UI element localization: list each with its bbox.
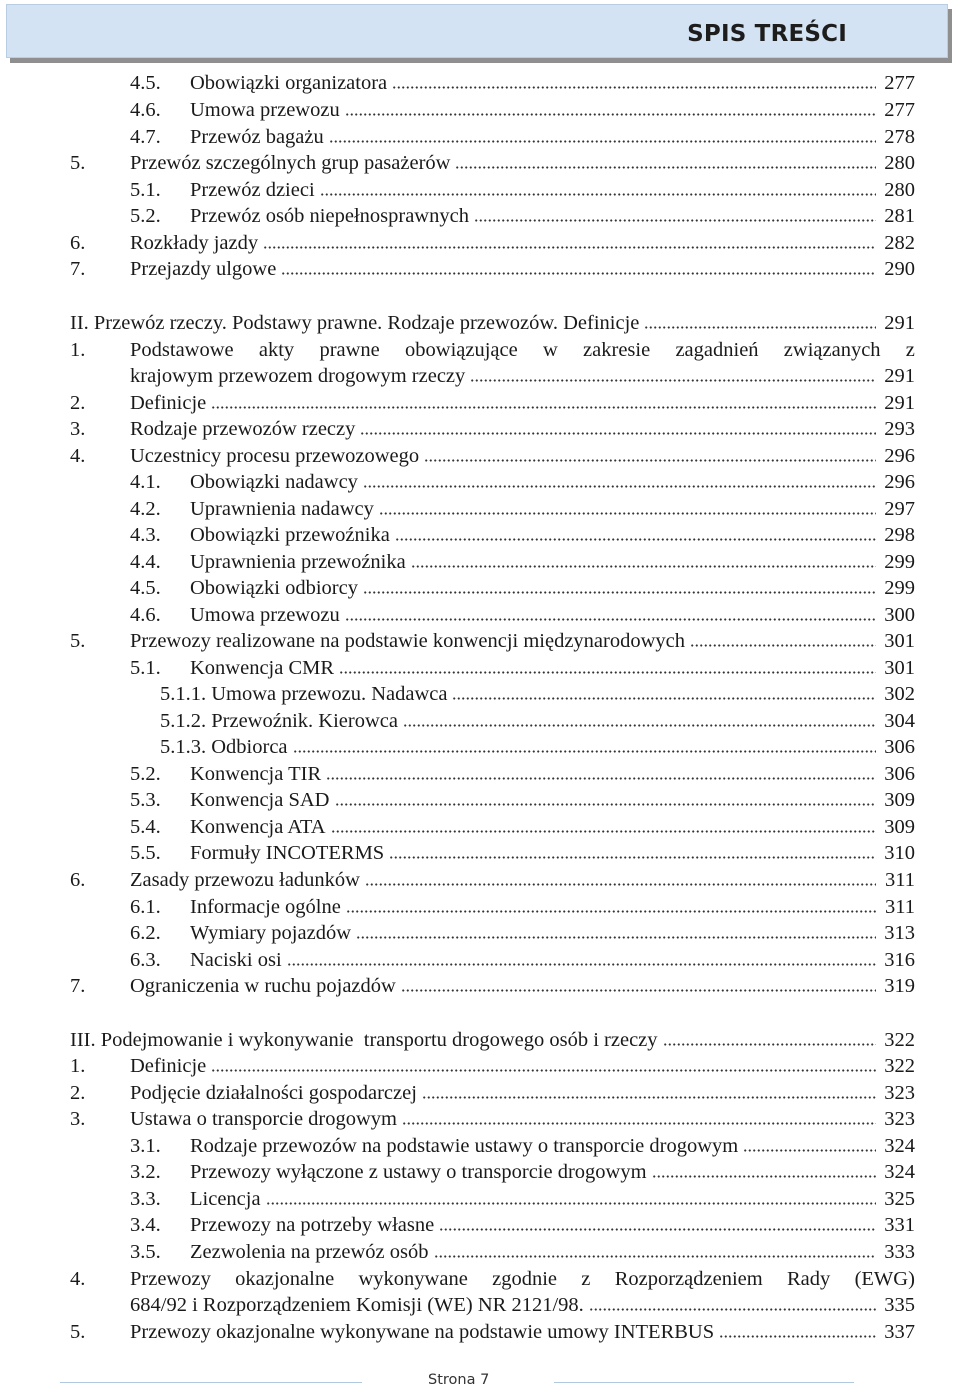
toc-entry[interactable] [70, 310, 915, 336]
toc-entry-page-number: 324 [884, 1135, 915, 1157]
toc-entry[interactable] [130, 496, 915, 522]
toc-entry[interactable] [70, 1027, 915, 1053]
toc-entry-title: Obowiązki organizatora [190, 72, 388, 94]
toc-entry[interactable] [70, 150, 915, 176]
toc-entry-title: Przewóz osób niepełnosprawnych [190, 205, 469, 227]
toc-entry-title: Przewóz szczególnych grup pasażerów [130, 152, 451, 174]
toc-entry[interactable] [130, 549, 915, 575]
toc-entry-page-number: 310 [884, 842, 915, 864]
toc-entry-page-number: 296 [884, 471, 915, 493]
toc-entry[interactable] [130, 1133, 915, 1159]
toc-entry[interactable] [130, 363, 915, 389]
toc-entry-title: Umowa przewozu [190, 99, 340, 121]
page-footer [0, 1362, 960, 1392]
toc-word: (EWG) [854, 1268, 915, 1290]
toc-entry-title-line[interactable] [130, 1266, 915, 1292]
toc-entry-title: 684/92 i Rozporządzeniem Komisji (WE) NR 2121/98. [130, 1294, 584, 1316]
toc-entry-title: II. Przewóz rzeczy. Podstawy prawne. Rodzaje przewozów. Definicje [70, 312, 640, 334]
toc-entry-page-number: 299 [884, 551, 915, 573]
toc-entry-title: Przewozy na potrzeby własne [190, 1214, 435, 1236]
toc-entry-title: Obowiązki odbiorcy [190, 577, 358, 599]
dot-leader [281, 272, 876, 275]
toc-entry-number: 3. [70, 418, 86, 440]
toc-entry-number: 7. [70, 258, 86, 280]
page-number-label: Strona 7 [428, 1372, 490, 1388]
toc-entry-number: 1. [70, 339, 86, 361]
toc-entry-number: 5.4. [130, 816, 161, 838]
toc-entry-title: 5.1.2. Przewoźnik. Kierowca [160, 710, 398, 732]
dot-leader [424, 459, 876, 462]
toc-word: Rady [786, 1268, 831, 1290]
toc-entry-page-number: 333 [884, 1241, 915, 1263]
toc-entry-title: krajowym przewozem drogowym rzeczy [130, 365, 466, 387]
dot-leader [345, 618, 876, 621]
dot-leader [211, 406, 876, 409]
toc-entry-number: 5.1. [130, 179, 161, 201]
dot-leader [293, 750, 876, 753]
toc-entry-title: Uprawnienia nadawcy [190, 498, 374, 520]
toc-entry[interactable] [70, 416, 915, 442]
toc-entry-page-number: 335 [884, 1294, 915, 1316]
toc-entry-number: 5.3. [130, 789, 161, 811]
toc-entry-page-number: 278 [884, 126, 915, 148]
toc-entry-number: 6.2. [130, 922, 161, 944]
toc-entry-page-number: 299 [884, 577, 915, 599]
toc-entry-page-number: 325 [884, 1188, 915, 1210]
toc-entry-page-number: 280 [884, 179, 915, 201]
dot-leader [346, 910, 876, 913]
toc-entry[interactable] [130, 602, 915, 628]
toc-entry-title: Zezwolenia na przewóz osób [190, 1241, 429, 1263]
toc-entry[interactable] [70, 1080, 915, 1106]
toc-entry-title: Ustawa o transporcie drogowym [130, 1108, 398, 1130]
toc-entry-page-number: 301 [884, 630, 915, 652]
toc-entry-title: Zasady przewozu ładunków [130, 869, 360, 891]
toc-entry-title: Uczestnicy procesu przewozowego [130, 445, 420, 467]
dot-leader [452, 697, 876, 700]
toc-entry-title: Rozkłady jazdy [130, 232, 259, 254]
toc-entry-number: 2. [70, 1082, 86, 1104]
toc-entry-title-line[interactable] [130, 337, 915, 363]
toc-entry[interactable] [70, 256, 915, 282]
toc-word: w [542, 339, 558, 361]
toc-entry-number: 6. [70, 232, 86, 254]
toc-entry-number: 1. [70, 1055, 86, 1077]
toc-entry-number: 4.7. [130, 126, 161, 148]
toc-entry-number: 5.2. [130, 205, 161, 227]
toc-entry-page-number: 290 [884, 258, 915, 280]
toc-entry[interactable] [130, 177, 915, 203]
toc-entry-number: 4.5. [130, 577, 161, 599]
toc-word: okazjonalne [235, 1268, 335, 1290]
toc-entry-number: 5.2. [130, 763, 161, 785]
toc-entry-page-number: 306 [884, 763, 915, 785]
toc-entry-page-number: 296 [884, 445, 915, 467]
dot-leader [331, 830, 876, 833]
toc-entry-title: III. Podejmowanie i wykonywanie transportu drogowego osób i rzeczy [70, 1029, 658, 1051]
toc-entry[interactable] [130, 814, 915, 840]
toc-entry[interactable] [130, 1186, 915, 1212]
toc-word: związanych [783, 339, 881, 361]
toc-entry-page-number: 337 [884, 1321, 915, 1343]
toc-entry[interactable] [160, 734, 915, 760]
toc-entry[interactable] [70, 973, 915, 999]
dot-leader [360, 432, 876, 435]
toc-entry-page-number: 293 [884, 418, 915, 440]
toc-entry-page-number: 319 [884, 975, 915, 997]
toc-entry-title: Wymiary pojazdów [190, 922, 352, 944]
toc-entry-title: Licencja [190, 1188, 261, 1210]
toc-entry[interactable] [130, 1292, 915, 1318]
toc-entry-number: 4.5. [130, 72, 161, 94]
toc-entry-number: 3.5. [130, 1241, 161, 1263]
toc-entry-number: 4.3. [130, 524, 161, 546]
toc-entry-title: Przewóz bagażu [190, 126, 324, 148]
toc-entry-number: 4.2. [130, 498, 161, 520]
toc-entry-page-number: 313 [884, 922, 915, 944]
dot-leader [439, 1228, 876, 1231]
dot-leader [356, 936, 876, 939]
dot-leader [379, 512, 876, 515]
dot-leader [470, 379, 876, 382]
dot-leader [266, 1202, 876, 1205]
toc-entry-title: Ograniczenia w ruchu pojazdów [130, 975, 396, 997]
toc-entry[interactable] [70, 1106, 915, 1132]
toc-entry-number: 2. [70, 392, 86, 414]
toc-entry-page-number: 298 [884, 524, 915, 546]
toc-word: prawne [319, 339, 380, 361]
toc-entry-page-number: 291 [884, 392, 915, 414]
toc-entry-title: Podjęcie działalności gospodarczej [130, 1082, 417, 1104]
toc-entry-page-number: 291 [884, 312, 915, 334]
toc-entry[interactable] [130, 70, 915, 96]
toc-entry-title: Uprawnienia przewoźnika [190, 551, 406, 573]
dot-leader [743, 1149, 876, 1152]
dot-leader [401, 989, 876, 992]
dot-leader [363, 591, 876, 594]
toc-entry-page-number: 309 [884, 789, 915, 811]
dot-leader [411, 565, 876, 568]
dot-leader [719, 1335, 876, 1338]
toc-entry-title: Konwencja SAD [190, 789, 330, 811]
dot-leader [402, 1122, 876, 1125]
toc-entry-title: 5.1.3. Odbiorca [160, 736, 288, 758]
toc-entry-page-number: 331 [884, 1214, 915, 1236]
toc-word: zgodnie [492, 1268, 557, 1290]
toc-entry-page-number: 280 [884, 152, 915, 174]
dot-leader [320, 193, 876, 196]
toc-entry-title: Informacje ogólne [190, 896, 341, 918]
toc-entry-page-number: 300 [884, 604, 915, 626]
toc-entry-number: 6.3. [130, 949, 161, 971]
toc-entry-page-number: 322 [884, 1055, 915, 1077]
toc-entry[interactable] [130, 1159, 915, 1185]
dot-leader [345, 113, 876, 116]
toc-entry-page-number: 304 [884, 710, 915, 732]
dot-leader [474, 219, 876, 222]
toc-entry-number: 3.3. [130, 1188, 161, 1210]
toc-entry-number: 4.1. [130, 471, 161, 493]
dot-leader [339, 671, 876, 674]
toc-entry[interactable] [130, 840, 915, 866]
toc-entry[interactable] [160, 681, 915, 707]
dot-leader [422, 1096, 876, 1099]
toc-entry-number: 3.2. [130, 1161, 161, 1183]
footer-rule-right [554, 1382, 854, 1383]
toc-entry-title: Obowiązki przewoźnika [190, 524, 390, 546]
toc-entry-title: Konwencja TIR [190, 763, 322, 785]
toc-entry-title: Konwencja CMR [190, 657, 335, 679]
toc-entry-page-number: 324 [884, 1161, 915, 1183]
toc-entry[interactable] [130, 761, 915, 787]
dot-leader [287, 963, 876, 966]
toc-entry-page-number: 282 [884, 232, 915, 254]
dot-leader [395, 538, 876, 541]
dot-leader [644, 326, 876, 329]
toc-word: z [905, 339, 915, 361]
toc-entry[interactable] [130, 947, 915, 973]
dot-leader [589, 1308, 876, 1311]
toc-entry[interactable] [70, 1053, 915, 1079]
dot-leader [329, 140, 876, 143]
toc-word: zakresie [583, 339, 651, 361]
toc-entry-number: 5. [70, 630, 86, 652]
toc-entry-title: Przewozy realizowane na podstawie konwencji międzynarodowych [130, 630, 686, 652]
toc-entry-title: Przejazdy ulgowe [130, 258, 277, 280]
toc-word: wykonywane [358, 1268, 468, 1290]
toc-entry-number: 5.1. [130, 657, 161, 679]
toc-entry-title: Przewozy wyłączone z ustawy o transporcie drogowym [190, 1161, 647, 1183]
toc-entry-title: 5.1.1. Umowa przewozu. Nadawca [160, 683, 448, 705]
dot-leader [652, 1175, 876, 1178]
toc-entry[interactable] [70, 628, 915, 654]
toc-entry-page-number: 323 [884, 1082, 915, 1104]
toc-entry[interactable] [130, 1239, 915, 1265]
toc-word: zagadnień [675, 339, 759, 361]
toc-entry-title: Rodzaje przewozów rzeczy [130, 418, 356, 440]
dot-leader [403, 724, 876, 727]
dot-leader [363, 485, 876, 488]
toc-entry-number: 4.6. [130, 604, 161, 626]
toc-entry-title: Umowa przewozu [190, 604, 340, 626]
dot-leader [326, 777, 876, 780]
toc-entry[interactable] [130, 894, 915, 920]
toc-entry[interactable] [130, 97, 915, 123]
toc-entry[interactable] [130, 655, 915, 681]
toc-entry-number: 5. [70, 1321, 86, 1343]
toc-entry-page-number: 322 [884, 1029, 915, 1051]
toc-entry-page-number: 302 [884, 683, 915, 705]
toc-entry-page-number: 301 [884, 657, 915, 679]
dot-leader [389, 856, 876, 859]
dot-leader [211, 1069, 876, 1072]
toc-entry[interactable] [130, 203, 915, 229]
toc-entry-number: 4.4. [130, 551, 161, 573]
toc-entry-number: 4. [70, 1268, 86, 1290]
dot-leader [663, 1043, 876, 1046]
toc-entry-number: 6.1. [130, 896, 161, 918]
toc-entry-number: 7. [70, 975, 86, 997]
page-title: SPIS TREŚCI [687, 21, 847, 47]
toc-entry-title: Konwencja ATA [190, 816, 326, 838]
toc-entry-title: Przewóz dzieci [190, 179, 315, 201]
toc-entry[interactable] [130, 469, 915, 495]
toc-entry-number: 5. [70, 152, 86, 174]
toc-entry[interactable] [130, 920, 915, 946]
toc-entry[interactable] [70, 1319, 915, 1345]
toc-entry-page-number: 306 [884, 736, 915, 758]
toc-entry-number: 6. [70, 869, 86, 891]
dot-leader [365, 883, 876, 886]
toc-entry-title: Definicje [130, 1055, 207, 1077]
toc-entry[interactable] [130, 575, 915, 601]
toc-entry[interactable] [70, 443, 915, 469]
toc-entry-title: Definicje [130, 392, 207, 414]
toc-entry[interactable] [130, 787, 915, 813]
toc-entry-title: Formuły INCOTERMS [190, 842, 385, 864]
toc-entry-page-number: 311 [885, 869, 915, 891]
dot-leader [434, 1255, 877, 1258]
toc-word: obowiązujące [405, 339, 518, 361]
toc-entry[interactable] [70, 867, 915, 893]
toc-entry-page-number: 277 [884, 99, 915, 121]
toc-entry-page-number: 323 [884, 1108, 915, 1130]
toc-entry-page-number: 311 [885, 896, 915, 918]
toc-entry[interactable] [70, 230, 915, 256]
toc-entry-number: 3. [70, 1108, 86, 1130]
toc-word: akty [258, 339, 295, 361]
toc-entry[interactable] [130, 522, 915, 548]
toc-entry-number: 5.5. [130, 842, 161, 864]
toc-entry-page-number: 316 [884, 949, 915, 971]
toc-entry-number: 4.6. [130, 99, 161, 121]
toc-entry-title: Obowiązki nadawcy [190, 471, 358, 493]
dot-leader [690, 644, 876, 647]
toc-word: z [581, 1268, 591, 1290]
toc-entry-title: Naciski osi [190, 949, 282, 971]
toc-entry[interactable] [70, 390, 915, 416]
footer-rule-left [60, 1382, 362, 1383]
toc-entry-number: 3.4. [130, 1214, 161, 1236]
toc-entry-page-number: 291 [884, 365, 915, 387]
toc-entry-page-number: 281 [884, 205, 915, 227]
toc-entry-title: Rodzaje przewozów na podstawie ustawy o transporcie drogowym [190, 1135, 739, 1157]
dot-leader [392, 86, 876, 89]
toc-entry[interactable] [160, 708, 915, 734]
dot-leader [335, 803, 877, 806]
toc-entry-number: 3.1. [130, 1135, 161, 1157]
toc-word: Rozporządzeniem [614, 1268, 763, 1290]
dot-leader [455, 166, 876, 169]
toc-entry[interactable] [130, 1212, 915, 1238]
toc-word: Podstawowe [130, 339, 234, 361]
toc-entry-page-number: 277 [884, 72, 915, 94]
toc-entry-page-number: 309 [884, 816, 915, 838]
toc-word: Przewozy [130, 1268, 211, 1290]
toc-entry-number: 4. [70, 445, 86, 467]
toc-entry[interactable] [130, 124, 915, 150]
dot-leader [263, 246, 876, 249]
toc-entry-page-number: 297 [884, 498, 915, 520]
toc-entry-title: Przewozy okazjonalne wykonywane na podstawie umowy INTERBUS [130, 1321, 715, 1343]
